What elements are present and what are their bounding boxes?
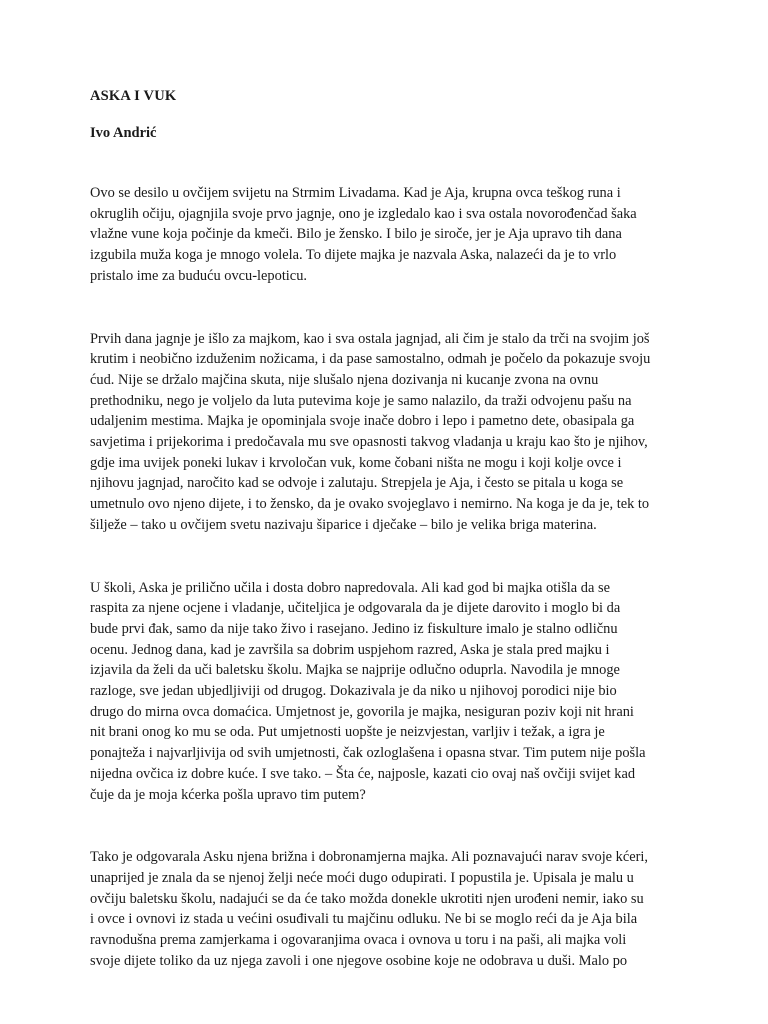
text-line: šilježe – tako u ovčijem svetu nazivaju šiparice i dječake – bilo je velika briga materina.: [90, 516, 597, 533]
text-line: ocenu. Jednog dana, kad je završila sa dobrim uspjehom razred, Aska je stala pred majku i: [90, 641, 610, 658]
text-line: bude prvi đak, samo da nije tako živo i rasejano. Jedino iz fiskulture imalo je stalno odličnu: [90, 620, 618, 637]
document-page: [90, 86, 690, 1014]
paragraph-2: [90, 329, 690, 536]
document-title: ASKA I VUK: [90, 88, 177, 104]
text-line: razloge, sve jedan ubjedljiviji od drugog. Dokazivala je da niko u njihovoj porodici nije bio: [90, 683, 617, 700]
text-line: drugo do mirna ovca domaćica. Umjetnost je, govorila je majka, nesiguran poziv koji nit hrani: [90, 703, 634, 720]
text-line: okruglih očiju, ojagnjila svoje prvo jagnje, ono je izgledalo kao i sva ostala novorođenčad šaka: [90, 205, 637, 222]
text-line: udaljenim mestima. Majka je opominjala svoje inače dobro i lepo i pametno dete, obasipala ga: [90, 413, 635, 430]
text-line: umetnulo ovo njeno dijete, i to žensko, da je ovako svojeglavo i nemirno. Na koga je da je, tek to: [90, 496, 650, 513]
paragraph-3: [90, 578, 690, 806]
text-line: U školi, Aska je prilično učila i dosta dobro napredovala. Ali kad god bi majka otišla da se: [90, 579, 610, 596]
text-line: izgubila muža koga je mnogo volela. To dijete majka je nazvala Aska, nalazeći da je to vrlo: [90, 247, 617, 264]
text-line: Prvih dana jagnje je išlo za majkom, kao i sva ostala jagnjad, ali čim je stalo da trči na svojim još: [90, 330, 650, 347]
document-author: Ivo Andrić: [90, 125, 157, 141]
text-line: krutim i neobično izduženim nožicama, i da pase samostalno, odmah je počelo da pokazuje svoju: [90, 351, 651, 368]
text-line: i ovce i ovnovi iz stada u većini osuđivali tu majčinu odluku. Ne bi se moglo reći da je Aja bila: [90, 911, 638, 928]
paragraph-4: [90, 847, 690, 971]
text-line: izjavila da želi da uči baletsku školu. Majka se najprije odlučno oduprla. Navodila je mnoge: [90, 662, 620, 679]
text-line: savjetima i prijekorima i predočavala mu sve opasnosti takvog vladanja u kraju kao što je njihov,: [90, 434, 648, 451]
text-line: nit brani onog ko mu se oda. Put umjetnosti uopšte je neizvjestan, varljiv i težak, a igra je: [90, 724, 605, 741]
text-line: ćud. Nije se držalo majčina skuta, nije slušalo njena dozivanja ni kucanje zvona na ovnu: [90, 371, 599, 388]
text-line: ovčiju baletsku školu, nadajući se da će tako možda donekle ukrotiti njen urođeni nemir, iako su: [90, 890, 644, 907]
text-line: njihovu jagnjad, naročito kad se odvoje i zalutaju. Strepjela je Aja, i često se pitala u koga se: [90, 475, 624, 492]
text-line: Ovo se desilo u ovčijem svijetu na Strmim Livadama. Kad je Aja, krupna ovca teškog runa i: [90, 185, 621, 201]
text-line: unaprijed je znala da se njenoj želji neće moći dugo odupirati. I popustila je. Upisala je malu u: [90, 869, 634, 886]
text-line: gdje ima uvijek poneki lukav i krvoločan vuk, kome čobani ništa ne mogu i koji kolje ovce i: [90, 454, 622, 471]
text-line: vlažne vune koja počinje da kmeči. Bilo je žensko. I bilo je siroče, jer je Aja upravo tih dana: [90, 226, 622, 243]
text-line: čuje da je moja kćerka pošla upravo tim putem?: [90, 786, 366, 803]
text-line: raspita za njene ocjene i vladanje, učiteljica je odgovarala da je dijete darovito i moglo bi da: [90, 600, 621, 617]
text-line: ponajteža i najvarljivija od svih umjetnosti, čak ozloglašena i opasna stvar. Tim putem nije pošla: [90, 745, 646, 762]
text-line: nijedna ovčica iz dobre kuće. I sve tako. – Šta će, najposle, kazati cio ovaj naš ovčiji svijet kad: [90, 765, 636, 782]
text-line: svoje dijete toliko da uz njega zavoli i one njegove osobine koje ne odobrava u duši. Malo po: [90, 952, 628, 969]
text-line: Tako je odgovarala Asku njena brižna i dobronamjerna majka. Ali poznavajući narav svoje kćeri,: [90, 849, 649, 866]
text-line: ravnodušna prema zamjerkama i ogovaranjima ovaca i ovnova u toru i na paši, ali majka voli: [90, 932, 627, 949]
text-line: pristalo ime za buduću ovcu-lepoticu.: [90, 267, 307, 284]
text-line: prethodniku, nego je voljelo da luta putevima koje je samo nalazilo, da traži odvojenu pašu na: [90, 392, 632, 409]
paragraph-1: [90, 183, 690, 287]
